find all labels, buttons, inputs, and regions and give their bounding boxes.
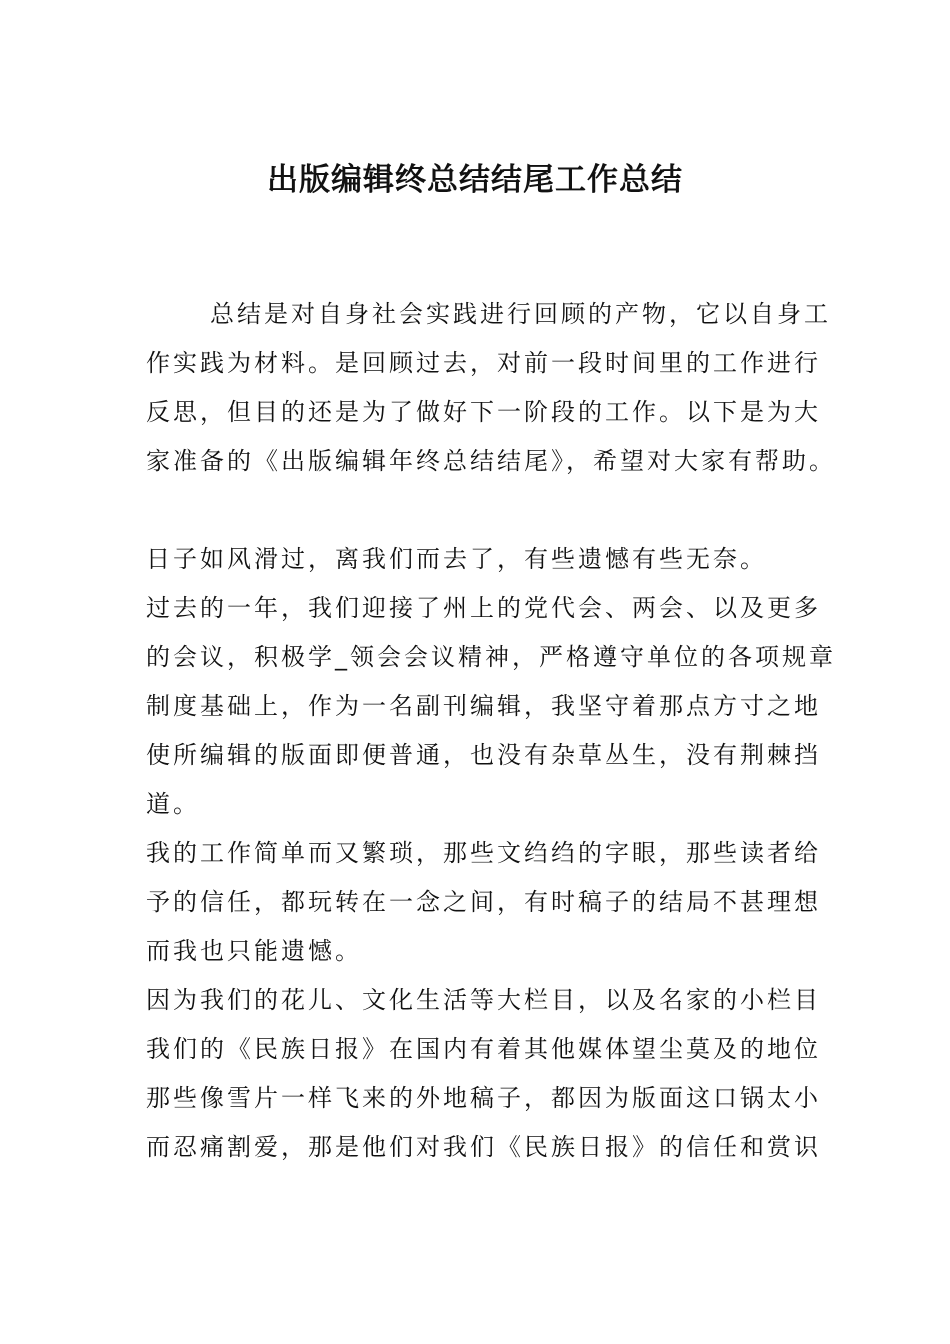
body-line: 的会议，积极学_领会会议精神，严格遵守单位的各项规章 (146, 643, 836, 671)
body-line: 予的信任，都玩转在一念之间，有时稿子的结局不甚理想 (146, 888, 821, 916)
intro-line: 反思，但目的还是为了做好下一阶段的工作。以下是为大 (146, 398, 821, 426)
body-line: 因为我们的花儿、文化生活等大栏目，以及名家的小栏目 (146, 986, 821, 1014)
body-line: 而我也只能遗憾。 (146, 937, 362, 965)
body-line: 日子如风滑过，离我们而去了，有些遗憾有些无奈。 (146, 545, 767, 573)
body-line: 制度基础上，作为一名副刊编辑，我坚守着那点方寸之地 (146, 692, 821, 720)
body-line: 那些像雪片一样飞来的外地稿子，都因为版面这口锅太小 (146, 1084, 821, 1112)
document-body (146, 290, 836, 1172)
intro-line: 家准备的《出版编辑年终总结结尾》，希望对大家有帮助。 (146, 447, 836, 475)
body-line: 道。 (146, 790, 200, 818)
body-line: 我们的《民族日报》在国内有着其他媒体望尘莫及的地位 (146, 1035, 821, 1063)
body-line: 我的工作简单而又繁琐，那些文绉绉的字眼，那些读者给 (146, 839, 821, 867)
paragraph-gap (146, 486, 808, 535)
document-title: 出版编辑终总结结尾工作总结 (267, 162, 683, 198)
intro-line: 总结是对自身社会实践进行回顾的产物，它以自身工 (210, 300, 831, 328)
body-line: 使所编辑的版面即便普通，也没有杂草丛生，没有荆棘挡 (146, 741, 821, 769)
body-line: 而忍痛割爱，那是他们对我们《民族日报》的信任和赏识 (146, 1133, 821, 1161)
intro-line: 作实践为材料。是回顾过去，对前一段时间里的工作进行 (146, 349, 821, 377)
body-line: 过去的一年，我们迎接了州上的党代会、两会、以及更多 (146, 594, 821, 622)
